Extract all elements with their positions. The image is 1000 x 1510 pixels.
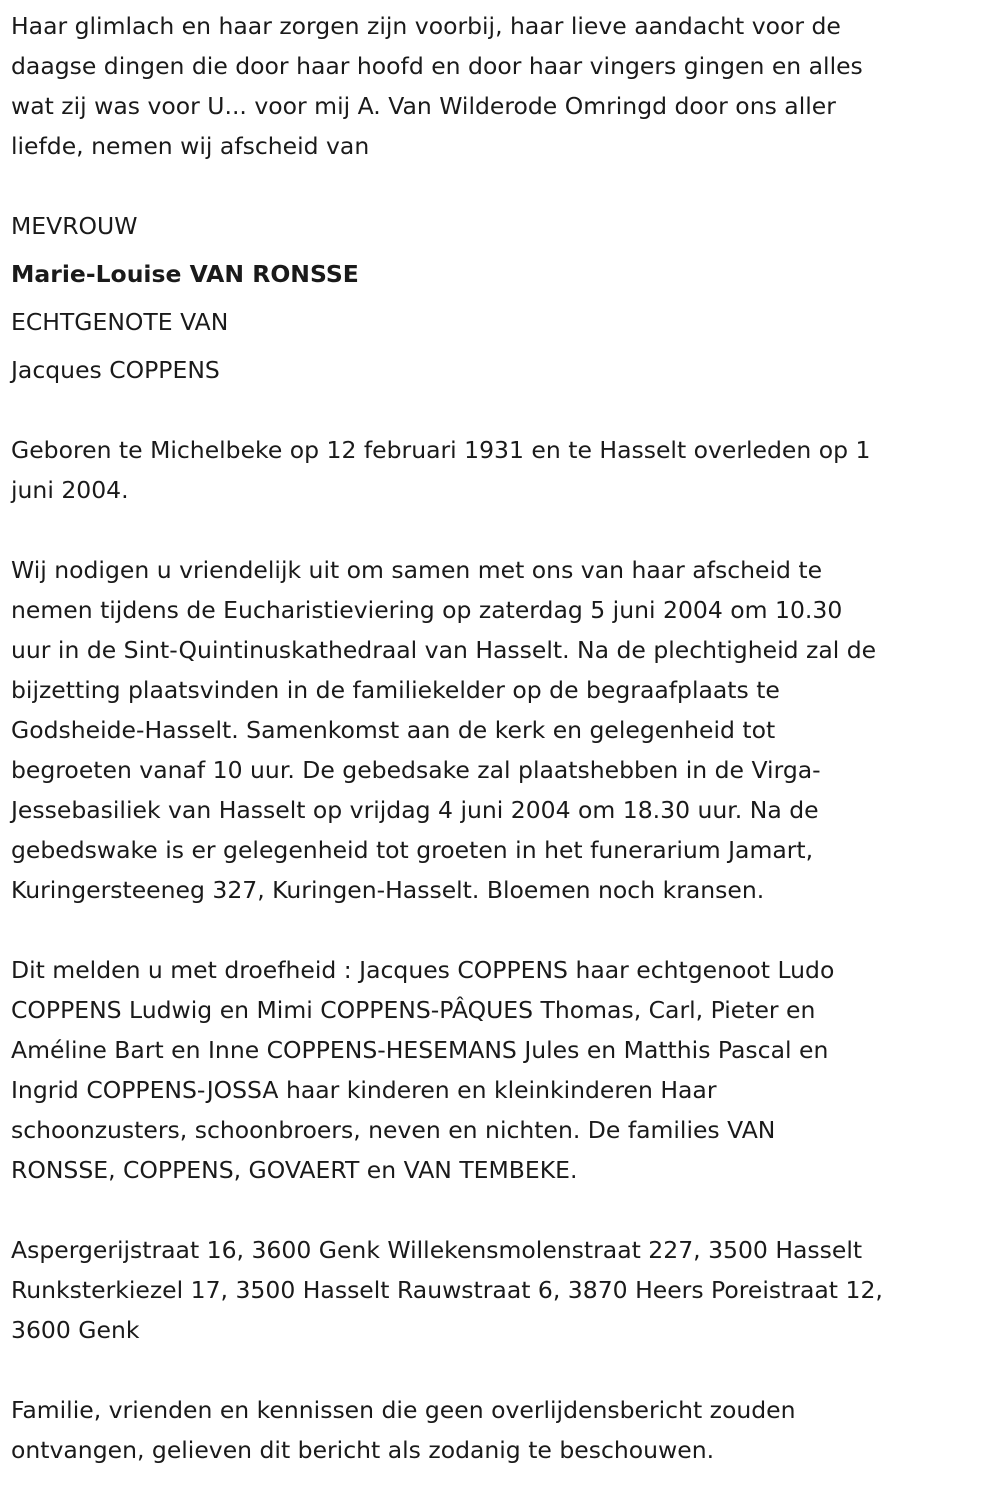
text-line: Ingrid COPPENS-JOSSA haar kinderen en kleinkinderen Haar	[11, 1076, 717, 1104]
ceremony-paragraph	[11, 550, 1000, 910]
birth-death-paragraph	[11, 430, 1000, 510]
text-line: Geboren te Michelbeke op 12 februari 1931 en te Hasselt overleden op 1	[11, 436, 871, 464]
deceased-block	[11, 202, 1000, 394]
text-line: wat zij was voor U... voor mij A. Van Wilderode Omringd door ons aller	[11, 92, 836, 120]
text-line: bijzetting plaatsvinden in de familiekelder op de begraafplaats te	[11, 676, 780, 704]
text-line: nemen tijdens de Eucharistieviering op zaterdag 5 juni 2004 om 10.30	[11, 596, 843, 624]
text-line: Runksterkiezel 17, 3500 Hasselt Rauwstraat 6, 3870 Heers Poreistraat 12,	[11, 1276, 883, 1304]
text-line: juni 2004.	[11, 476, 129, 504]
text-line: begroeten vanaf 10 uur. De gebedsake zal plaatshebben in de Virga-	[11, 756, 821, 784]
spouse-name: Jacques COPPENS	[11, 356, 220, 384]
text-line: gebedswake is er gelegenheid tot groeten in het funerarium Jamart,	[11, 836, 814, 864]
text-line: Kuringersteeneg 327, Kuringen-Hasselt. Bloemen noch kransen.	[11, 876, 765, 904]
text-line: 3600 Genk	[11, 1316, 140, 1344]
text-line: daagse dingen die door haar hoofd en door haar vingers gingen en alles	[11, 52, 863, 80]
text-line: Aspergerijstraat 16, 3600 Genk Willekensmolenstraat 227, 3500 Hasselt	[11, 1236, 863, 1264]
text-line: RONSSE, COPPENS, GOVAERT en VAN TEMBEKE.	[11, 1156, 578, 1184]
text-line: Wij nodigen u vriendelijk uit om samen met ons van haar afscheid te	[11, 556, 823, 584]
deceased-title: MEVROUW	[11, 212, 138, 240]
deceased-name: Marie-Louise VAN RONSSE	[11, 260, 359, 288]
text-line: Godsheide-Hasselt. Samenkomst aan de kerk en gelegenheid tot	[11, 716, 776, 744]
obituary-document	[11, 6, 1000, 1510]
text-line: COPPENS Ludwig en Mimi COPPENS-PÂQUES Thomas, Carl, Pieter en	[11, 996, 816, 1024]
text-line: ontvangen, gelieven dit bericht als zodanig te beschouwen.	[11, 1436, 715, 1464]
intro-paragraph	[11, 6, 1000, 166]
text-line: Haar glimlach en haar zorgen zijn voorbij, haar lieve aandacht voor de	[11, 12, 841, 40]
addresses-paragraph	[11, 1230, 1000, 1350]
text-line: Familie, vrienden en kennissen die geen overlijdensbericht zouden	[11, 1396, 796, 1424]
closing-paragraph	[11, 1390, 1000, 1470]
deceased-relation: ECHTGENOTE VAN	[11, 308, 229, 336]
text-line: uur in de Sint-Quintinuskathedraal van Hasselt. Na de plechtigheid zal de	[11, 636, 877, 664]
text-line: Jessebasiliek van Hasselt op vrijdag 4 juni 2004 om 18.30 uur. Na de	[11, 796, 819, 824]
text-line: liefde, nemen wij afscheid van	[11, 132, 370, 160]
family-paragraph	[11, 950, 1000, 1190]
text-line: Dit melden u met droefheid : Jacques COPPENS haar echtgenoot Ludo	[11, 956, 835, 984]
text-line: Améline Bart en Inne COPPENS-HESEMANS Jules en Matthis Pascal en	[11, 1036, 829, 1064]
text-line: schoonzusters, schoonbroers, neven en nichten. De families VAN	[11, 1116, 776, 1144]
